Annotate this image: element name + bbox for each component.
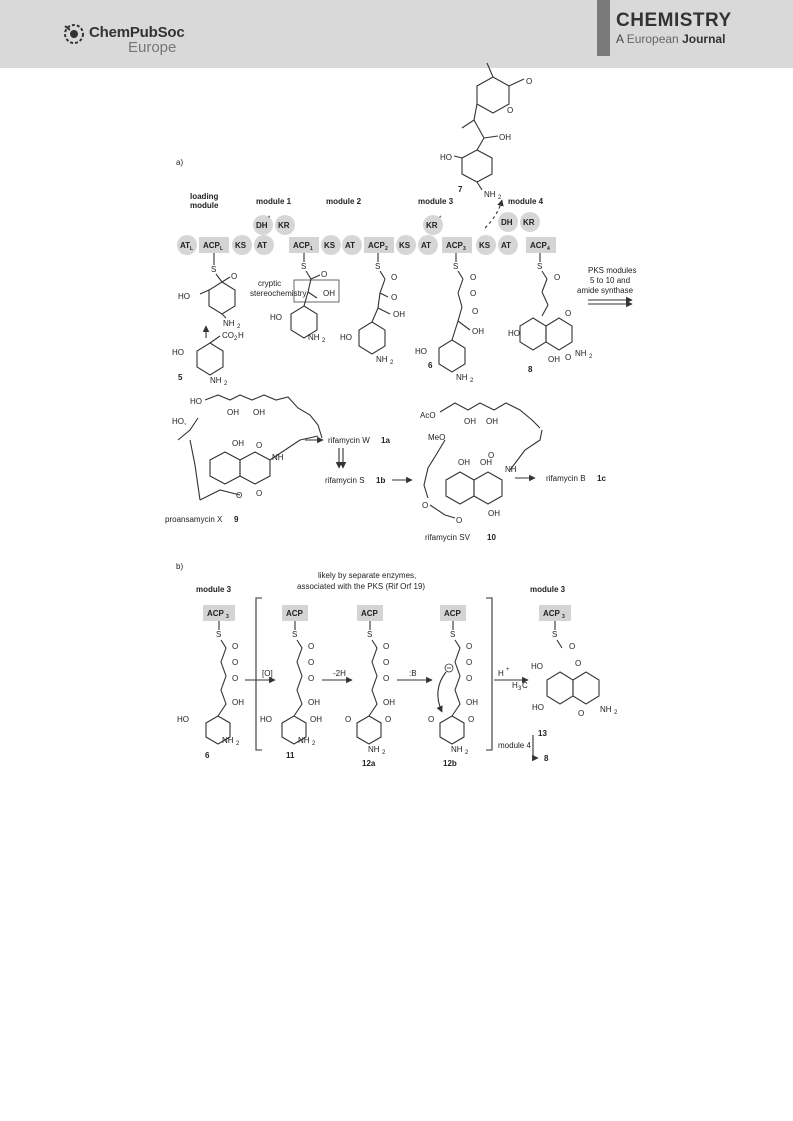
- svg-text:NH: NH: [222, 736, 234, 745]
- pks-note-line1: PKS modules: [588, 266, 637, 275]
- svg-text:OH: OH: [232, 698, 244, 707]
- svg-text:HO: HO: [532, 703, 544, 712]
- svg-text:S: S: [537, 262, 543, 271]
- svg-text:KS: KS: [235, 241, 247, 250]
- compound-6b-number: 6: [205, 751, 210, 760]
- svg-text:2: 2: [312, 741, 316, 747]
- svg-text:3: 3: [562, 614, 565, 620]
- svg-text:O: O: [422, 501, 429, 510]
- svg-text:O: O: [470, 273, 477, 282]
- compound-7-number: 7: [458, 185, 463, 194]
- svg-text:AT: AT: [257, 241, 268, 250]
- svg-text:OH: OH: [393, 310, 405, 319]
- svg-text:O: O: [565, 309, 572, 318]
- compound-6-number: 6: [428, 361, 433, 370]
- svg-text:NH: NH: [223, 319, 235, 328]
- svg-text:ACP: ACP: [286, 609, 303, 618]
- module-2-label: module 2: [326, 197, 362, 206]
- curved-arrow-icon: [438, 672, 446, 712]
- svg-text:O: O: [391, 293, 398, 302]
- svg-text:O: O: [569, 642, 576, 651]
- svg-text:OH: OH: [466, 698, 478, 707]
- svg-text:HO: HO: [260, 715, 272, 724]
- svg-text:KR: KR: [426, 221, 438, 230]
- svg-text:O: O: [345, 715, 352, 724]
- compound-8b-number: 8: [544, 754, 549, 763]
- svg-text:O: O: [466, 658, 473, 667]
- svg-text:HO: HO: [340, 333, 352, 342]
- svg-text:O: O: [526, 77, 533, 86]
- svg-text:AcO: AcO: [420, 411, 436, 420]
- compound-12a-number: 12a: [362, 759, 376, 768]
- rifamycin-b-number: 1c: [597, 474, 606, 483]
- svg-text:O: O: [383, 658, 390, 667]
- pks-domain-row: [177, 212, 556, 255]
- svg-text:2: 2: [224, 381, 228, 387]
- svg-text:2: 2: [589, 354, 593, 360]
- svg-text:-2H: -2H: [333, 669, 346, 678]
- svg-text:H: H: [238, 331, 244, 340]
- svg-text:OH: OH: [480, 458, 492, 467]
- svg-text:OH: OH: [458, 458, 470, 467]
- svg-text:O: O: [578, 709, 585, 718]
- svg-text:OH: OH: [464, 417, 476, 426]
- svg-text:MeO: MeO: [428, 433, 446, 442]
- svg-text:O: O: [256, 489, 263, 498]
- svg-text:NH: NH: [298, 736, 310, 745]
- c7-nh2: NH: [484, 190, 496, 199]
- svg-text:ACP: ACP: [446, 241, 463, 250]
- svg-text:S: S: [301, 262, 307, 271]
- svg-text:stereochemistry: stereochemistry: [250, 289, 307, 298]
- acp4-intermediate-8: [508, 253, 593, 374]
- svg-text:OH: OH: [486, 417, 498, 426]
- svg-text:L: L: [220, 246, 224, 252]
- svg-text:*: *: [268, 216, 271, 222]
- svg-text:KR: KR: [278, 221, 290, 230]
- svg-text:O: O: [428, 715, 435, 724]
- svg-text:NH: NH: [600, 705, 612, 714]
- svg-text:2: 2: [382, 750, 386, 756]
- svg-text:ACP: ACP: [444, 609, 461, 618]
- svg-text:O: O: [470, 289, 477, 298]
- svg-text:HO,: HO,: [172, 417, 187, 426]
- svg-text:rifamycin W: rifamycin W: [328, 436, 370, 445]
- svg-text:KS: KS: [399, 241, 411, 250]
- svg-text:S: S: [367, 630, 373, 639]
- svg-text:S: S: [292, 630, 298, 639]
- pks-note-line3: amide synthase: [577, 286, 634, 295]
- chain-12a: [345, 621, 395, 768]
- compound-5-number: 5: [178, 373, 183, 382]
- svg-text:OH: OH: [488, 509, 500, 518]
- compound-9-number: 9: [234, 515, 239, 524]
- svg-text:2: 2: [237, 324, 241, 330]
- journal-sub-journal: Journal: [682, 32, 726, 46]
- svg-text:ACP: ACP: [207, 609, 224, 618]
- journal-sub-a: A: [616, 32, 624, 46]
- svg-text:HO: HO: [415, 347, 427, 356]
- svg-text:2: 2: [614, 710, 618, 716]
- svg-text:O: O: [308, 642, 315, 651]
- chain-11: [260, 621, 322, 760]
- acp1-intermediate: [250, 253, 339, 344]
- svg-text:H: H: [512, 681, 518, 690]
- svg-text:O: O: [488, 451, 495, 460]
- svg-text:O: O: [232, 642, 239, 651]
- loading-module-label-1: loading: [190, 192, 219, 201]
- chain-6-b: [177, 621, 244, 760]
- pks-note-line2: 5 to 10 and: [590, 276, 631, 285]
- svg-text:NH: NH: [456, 373, 468, 382]
- svg-text:rifamycin S: rifamycin S: [325, 476, 365, 485]
- svg-text:O: O: [308, 658, 315, 667]
- publisher-name: ChemPubSoc: [89, 24, 185, 41]
- compound-12b-number: 12b: [443, 759, 457, 768]
- svg-text:O: O: [232, 658, 239, 667]
- svg-text:OH: OH: [472, 327, 484, 336]
- svg-text:O: O: [565, 353, 572, 362]
- chain-12b: [428, 621, 478, 768]
- svg-text:OH: OH: [253, 408, 265, 417]
- acp-l-intermediate: [178, 253, 241, 330]
- svg-text:OH: OH: [227, 408, 239, 417]
- svg-text:S: S: [375, 262, 381, 271]
- svg-text:S: S: [216, 630, 222, 639]
- svg-text:H: H: [498, 669, 504, 678]
- module-4-label: module 4: [508, 197, 544, 206]
- svg-text:NH: NH: [368, 745, 380, 754]
- svg-text:OH: OH: [383, 698, 395, 707]
- acp2-intermediate: [340, 253, 405, 366]
- svg-text:HO: HO: [531, 662, 543, 671]
- svg-text:KS: KS: [479, 241, 491, 250]
- svg-text:ACP: ACP: [543, 609, 560, 618]
- svg-text:2: 2: [322, 338, 326, 344]
- svg-text:AT: AT: [345, 241, 356, 250]
- svg-text:HO: HO: [178, 292, 190, 301]
- svg-text::B: :B: [409, 669, 417, 678]
- svg-text:O: O: [472, 307, 479, 316]
- rifamycin-sv-structure: [420, 403, 542, 542]
- svg-text:2: 2: [465, 750, 469, 756]
- svg-text:O: O: [308, 674, 315, 683]
- svg-text:O: O: [507, 106, 514, 115]
- svg-text:S: S: [211, 265, 217, 274]
- acp3-intermediate-6: [415, 253, 484, 384]
- svg-text:ACP: ACP: [530, 241, 547, 250]
- svg-text:NH: NH: [451, 745, 463, 754]
- svg-text:NH: NH: [272, 453, 284, 462]
- svg-text:NH: NH: [505, 465, 517, 474]
- rifamycin-w-number: 1a: [381, 436, 390, 445]
- svg-text:CO: CO: [222, 331, 234, 340]
- svg-text:S: S: [450, 630, 456, 639]
- svg-text:HO: HO: [440, 153, 452, 162]
- module-3-label: module 3: [418, 197, 454, 206]
- panel-a-label: a): [176, 158, 184, 167]
- svg-text:OH: OH: [310, 715, 322, 724]
- svg-text:*: *: [439, 216, 442, 222]
- svg-text:KS: KS: [324, 241, 336, 250]
- journal-sub-european: European: [626, 32, 679, 46]
- svg-text:OH: OH: [323, 289, 335, 298]
- svg-text:OH: OH: [308, 698, 320, 707]
- svg-text:NH: NH: [575, 349, 587, 358]
- svg-text:rifamycin SV: rifamycin SV: [425, 533, 470, 542]
- svg-text:HO: HO: [177, 715, 189, 724]
- svg-text:O: O: [232, 674, 239, 683]
- module-1-label: module 1: [256, 197, 292, 206]
- svg-text:S: S: [453, 262, 459, 271]
- svg-text:S: S: [552, 630, 558, 639]
- arrow-13-to-8: [533, 735, 538, 758]
- svg-text:ACP: ACP: [203, 241, 220, 250]
- rifamycin-s-number: 1b: [376, 476, 386, 485]
- svg-text:+: +: [506, 667, 510, 673]
- svg-text:AT: AT: [501, 241, 512, 250]
- svg-text:[O]: [O]: [262, 669, 273, 678]
- svg-text:HO: HO: [190, 397, 202, 406]
- svg-text:3: 3: [463, 246, 466, 252]
- enzymes-note-line2: associated with the PKS (Rif Orf 19): [297, 582, 426, 591]
- svg-text:O: O: [383, 642, 390, 651]
- module-3-left-label: module 3: [196, 585, 232, 594]
- module-4-label-b: module 4: [498, 741, 531, 750]
- svg-text:O: O: [236, 491, 243, 500]
- svg-text:2: 2: [470, 378, 474, 384]
- right-bracket: [486, 598, 492, 750]
- svg-text:C: C: [522, 681, 528, 690]
- svg-text:cryptic: cryptic: [258, 279, 282, 288]
- svg-text:O: O: [466, 642, 473, 651]
- svg-text:AT: AT: [421, 241, 432, 250]
- svg-text:DH: DH: [256, 221, 268, 230]
- svg-text:O: O: [466, 674, 473, 683]
- svg-text:OH: OH: [548, 355, 560, 364]
- compound-13-number: 13: [538, 729, 547, 738]
- svg-text:AT: AT: [180, 241, 191, 250]
- svg-text:HO: HO: [270, 313, 282, 322]
- svg-text:OH: OH: [232, 439, 244, 448]
- svg-text:O: O: [231, 272, 238, 281]
- svg-text:2: 2: [236, 741, 240, 747]
- svg-text:NH: NH: [210, 376, 222, 385]
- publisher-region: Europe: [128, 39, 177, 56]
- svg-text:3: 3: [226, 614, 229, 620]
- proansamycin-x-structure: [165, 395, 322, 524]
- svg-text:rifamycin B: rifamycin B: [546, 474, 586, 483]
- compound-8-number: 8: [528, 365, 533, 374]
- compound-11-number: 11: [286, 751, 295, 760]
- svg-text:NH: NH: [376, 355, 388, 364]
- svg-text:KR: KR: [523, 218, 535, 227]
- svg-text:NH: NH: [308, 333, 320, 342]
- svg-text:2: 2: [498, 195, 502, 201]
- svg-text:L: L: [190, 246, 194, 252]
- svg-text:HO: HO: [172, 348, 184, 357]
- compound-7-structure: [440, 63, 532, 201]
- loading-module-label-2: module: [190, 201, 219, 210]
- svg-text:ACP: ACP: [361, 609, 378, 618]
- svg-text:2: 2: [234, 336, 238, 342]
- svg-text:1: 1: [310, 246, 313, 252]
- svg-text:ACP: ACP: [293, 241, 310, 250]
- svg-text:4: 4: [547, 246, 550, 252]
- svg-text:OH: OH: [499, 133, 511, 142]
- journal-title: CHEMISTRY: [616, 10, 732, 31]
- svg-text:2: 2: [390, 360, 394, 366]
- module-3-right-label: module 3: [530, 585, 566, 594]
- compound-10-number: 10: [487, 533, 496, 542]
- svg-text:O: O: [391, 273, 398, 282]
- enzymes-note-line1: likely by separate enzymes,: [318, 571, 417, 580]
- panel-b-label: b): [176, 562, 184, 571]
- compound-5-structure: [172, 331, 244, 387]
- svg-text:O: O: [456, 516, 463, 525]
- svg-text:proansamycin X: proansamycin X: [165, 515, 223, 524]
- svg-text:O: O: [468, 715, 475, 724]
- svg-text:O: O: [383, 674, 390, 683]
- svg-text:DH: DH: [501, 218, 513, 227]
- svg-text:O: O: [256, 441, 263, 450]
- svg-text:O: O: [554, 273, 561, 282]
- svg-text:3: 3: [518, 686, 522, 692]
- svg-text:ACP: ACP: [368, 241, 385, 250]
- svg-text:O: O: [385, 715, 392, 724]
- svg-text:O: O: [575, 659, 582, 668]
- svg-text:2: 2: [385, 246, 388, 252]
- svg-text:O: O: [321, 270, 328, 279]
- svg-text:HO: HO: [508, 329, 520, 338]
